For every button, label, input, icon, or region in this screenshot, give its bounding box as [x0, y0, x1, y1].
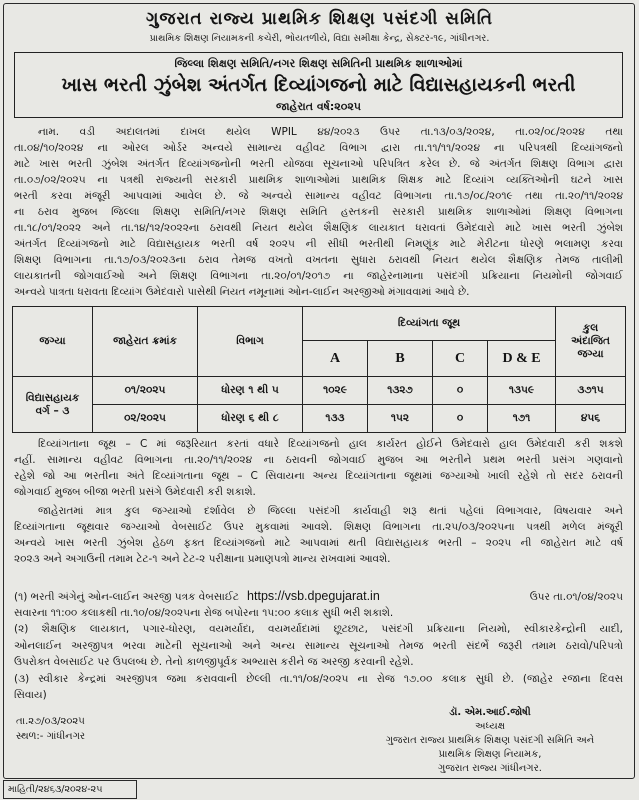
total-cell: ૪૫૬ — [556, 405, 626, 433]
intro-line: અંતર્ગત દિવ્યાંગજનો માટે વિદ્યાસહાયક ભરતી વર્ષ ૨૦૨૫ ની સીધી ભરતીથી નિમણૂંક માટે મેરીટના ધોરણે ભલામણ કરવા — [14, 238, 623, 250]
posts-note — [14, 503, 623, 569]
note-line: જોગવાઈ મુજબ બીજા ભરતી પ્રસંગે ઉમેદવારી કરી શકાશે. — [14, 486, 256, 498]
group-de-cell: ૧૭૧ — [488, 405, 556, 433]
post-name-cell — [13, 377, 93, 433]
adv-no-cell: ૦૨/૨૦૨૫ — [93, 405, 198, 433]
intro-line: અન્વયે પાત્રતા ધરાવતા દિવ્યાંગ ઉમેદવારો પાસેથી નિયત નમૂનામાં ઓન-લાઈન અરજીઓ મંગાવવામાં આવે છે. — [14, 286, 470, 298]
group-a-cell: ૧૦૨૯ — [303, 377, 368, 405]
post-name-line: વર્ગ – ૩ — [35, 404, 70, 417]
table-row — [13, 377, 626, 405]
organization-name: ગુજરાત રાજ્ય પ્રાથમિક શિક્ષણ પસંદગી સમિતિ — [145, 9, 494, 29]
title-subtitle: જિલ્લા શિક્ષણ સમિતિ/નગર શિક્ષણ સમિતિની પ્રાથમિક શાળાઓમાં — [174, 57, 463, 70]
title-box — [14, 52, 623, 118]
notice-title: ખાસ ભરતી ઝુંબેશ અંતર્ગત દિવ્યાંગજનો માટે વિદ્યાસહાયકની ભરતી — [61, 74, 576, 96]
intro-line: નામ. વડી અદાલતમાં દાખલ થયેલ WPIL ૪૪/૨૦૨૩ ઉપર તા.૧૩/૦૩/૨૦૨૪, તા.૦૨/૦૮/૨૦૨૪ તથા — [38, 126, 623, 138]
intro-line: ના ઠરાવ મુજબ જિલ્લા શિક્ષણ સમિતિ/નગર શિક્ષણ સમિતિ હસ્તકની સરકારી પ્રાથમિક શાળાઓમાં શિક્ષણ વિભાગના — [14, 206, 623, 218]
signatory-line: ગુજરાત રાજ્ય પ્રાથમિક શિક્ષણ પસંદગી સમિતિ અને — [385, 735, 595, 746]
note-line: દિવ્યાંગતાના જૂથવાર જગ્યાઓ વેબસાઈટ ઉપર મુકવામાં આવશે. શિક્ષણ વિભાગના તા.૨૫/૦૩/૨૦૨૫ના પત્રથી મળેલ મંજૂરી — [14, 521, 623, 533]
header-group-de: D & E — [488, 341, 556, 377]
group-de-cell: ૧૩૫૯ — [488, 377, 556, 405]
note-line: અન્વયે ખાસ ભરતી ઝુંબેશ હેઠળ ફક્ત દિવ્યાંગજનો માટે આપવામાં થતી વિદ્યાસહાયક ભરતી – ૨૦૨૫ ની જાહેરાત માટે વર્ષ — [14, 537, 623, 549]
header-group-c: C — [433, 341, 488, 377]
section-cell: ધોરણ ૧ થી ૫ — [198, 377, 303, 405]
header-adv-no: જાહેરાત ક્રમાંક — [93, 307, 198, 377]
header-total — [556, 307, 626, 377]
instruction-item-3: (૩) સ્વીકાર કેન્દ્રમાં અરજીપત્ર જમા કરાવવાની છેલ્લી તા.૧૧/૦૪/૨૦૨૫ ના રોજ ૧૭.૦૦ કલાક સુધી છે. (જાહેર રજાના દિવસ — [14, 672, 623, 685]
header-group-b: B — [368, 341, 433, 377]
signatory-line: પ્રાથમિક શિક્ષણ નિયામક, — [438, 749, 542, 760]
note-line: રહેશે જો આ ભરતીના અંતે દિવ્યાંગતાના જૂથ – C સિવાયના અન્ય દિવ્યાંગતાના જૂથમાં જગ્યાઓ ખાલી રહેશે તો સદર ઠરાવની — [14, 470, 623, 482]
instruction-text: (૧) ભરતી અંગેનું ઓન-લાઈન અરજી પત્રક વેબસાઈટ — [14, 591, 240, 603]
group-c-cell: ૦ — [433, 405, 488, 433]
signatory-block — [352, 706, 628, 777]
group-b-cell: ૧૫૨ — [368, 405, 433, 433]
note-line: ૨૦૨૩ અને અગાઉની તમામ ટેટ-૧ અને ટેટ-૨ પરીક્ષાના પ્રમાણપત્રો માન્ય રાખવામાં આવશે. — [14, 553, 391, 565]
website-url: https://vsb.dpegujarat.in — [247, 589, 380, 603]
total-cell: ૩૭૧૫ — [556, 377, 626, 405]
advertisement-year: જાહેરાત વર્ષ:૨૦૨૫ — [275, 100, 362, 113]
header-disability-group: દિવ્યાંગતા જૂથ — [303, 307, 556, 341]
signatory-line: ગુજરાત રાજ્ય ગાંધીનગર. — [438, 763, 542, 774]
notice-place: સ્થળ:- ગાંધીનગર — [16, 731, 86, 742]
instruction-item-1 — [14, 588, 623, 605]
vacancy-table — [12, 306, 626, 433]
signatory-name: ડૉ. એમ.આઈ.જોષી — [449, 707, 531, 718]
note-line: જાહેરાતમાં માત્ર કુલ જગ્યાઓ દર્શાવેલ છે જિલ્લા પસંદગી કાર્યવાહી શરૂ થતાં પહેલાં વિભાગવાર, વિષયવાર અને — [38, 505, 623, 517]
group-c-cell: ૦ — [433, 377, 488, 405]
group-c-note — [14, 436, 623, 502]
intro-line: તા.૦૪/૧૦/૨૦૨૪ ના ઓરલ ઓર્ડર અન્વયે સામાન્ય વહીવટ વિભાગ દ્વારા તા.૧૧/૧૧/૨૦૨૪ ના પરિપત્રથી દિવ્યાંગજનો — [14, 142, 623, 154]
header-total-line: જગ્યા — [577, 348, 604, 360]
group-a-cell: ૧૩૩ — [303, 405, 368, 433]
header-section: વિભાગ — [198, 307, 303, 377]
instruction-item-2: (૨) શૈક્ષણિક લાયકાત, પગાર-ધોરણ, વયમર્યાદા, વયમર્યાદામાં છૂટછાટ, પસંદગી પ્રક્રિયાના નિયમો, સ્વીકારકેન્દ્રોની યાદી, — [14, 623, 623, 635]
notice-date: તા.૨૭/૦૩/૨૦૨૫ — [16, 716, 85, 727]
instructions-list — [14, 588, 623, 704]
organization-address: પ્રાથમિક શિક્ષણ નિયામકની કચેરી, ભોયતળીયે, વિદ્યા સમીક્ષા કેન્દ્ર, સેક્ટર-૧૯, ગાંધીનગર. — [149, 33, 490, 44]
intro-line: ભરતી કરવા મંજૂરી આપવામાં આવેલ છે. જે અન્વયે સામાન્ય વહીવટ વિભાગના તા.૧૭/૦૮/૨૦૧૯ તથા તા.૨૦/૧૧/૨૦૨૪ — [14, 190, 623, 202]
table-row — [13, 405, 626, 433]
instruction-line: સિવાય) — [14, 689, 47, 701]
adv-no-cell: ૦૧/૨૦૨૫ — [93, 377, 198, 405]
post-name-line: વિદ્યાસહાયક — [25, 391, 80, 404]
note-line: દિવ્યાંગતાના જૂથ – C માં જરૂરિયાત કરતાં વધારે દિવ્યાંગજનો હાલ કાર્યરત હોઈને ઉમેદવારો હાલ ઉમેદવારી કરી શકશે — [38, 438, 623, 450]
group-b-cell: ૧૩૨૭ — [368, 377, 433, 405]
intro-paragraph — [14, 124, 623, 302]
signatory-designation: અધ્યક્ષ — [475, 721, 505, 732]
intro-line: તા.૧૮/૦૧/૨૦૨૨ અને તા.૧૪/૧૨/૨૦૨૨ના ઠરાવથી નિયત થયેલ શૈક્ષણિક લાયકાત ધરાવતાં ઉમેદવારો માટે ખાસ ભરતી ઝુંબેશ — [14, 222, 623, 234]
instruction-text: ઉપર તા.૦૧/૦૪/૨૦૨૫ — [529, 591, 623, 603]
section-cell: ધોરણ ૬ થી ૮ — [198, 405, 303, 433]
intro-line: લાયકાતની જોગવાઈઓ અને શિક્ષણ વિભાગના તા.૨૦/૦૧/૨૦૧૭ ના જાહેરનામાના પસંદગી પ્રક્રિયાના નિયમોની જોગવાઈ — [14, 270, 623, 282]
information-number: માહિતી/૨૪૬૩/૨૦૨૪-૨૫ — [3, 780, 137, 799]
date-place — [16, 714, 236, 746]
header-total-line: કુલ — [582, 322, 599, 334]
intro-line: માટે ખાસ ભરતી ઝુંબેશ અંતર્ગત દિવ્યાંગજનોની ભરતી યોજવા સૂચનાઓ પરિપત્રિત કરેલ છે. જે અંતર્ગત શિક્ષણ વિભાગ દ્વારા — [14, 158, 623, 170]
instruction-line: સવારના ૧૧:૦૦ કલાકથી તા.૧૦/૦૪/૨૦૨૫ના રોજ બપોરના ૧૫:૦૦ કલાક સુધી ભરી શકાશે. — [14, 606, 394, 619]
instruction-line: ઉપરોક્ત વેબસાઈટ પર ઉપલબ્ધ છે. તેનો કાળજીપૂર્વક અભ્યાસ કરીને જ અરજી કરવાની રહેશે. — [14, 656, 414, 668]
header-total-line: અંદાજિત — [571, 335, 610, 347]
instruction-line: ઓનલાઈન અરજીપત્ર ભરવા માટેની સૂચનાઓ અને અન્ય સામાન્ય સૂચનાઓ તેમજ ભરતી સંદર્ભે જરૂરી તમામ ઠરાવો/પરિપત્રો — [14, 639, 623, 652]
intro-line: શિક્ષણ વિભાગના તા.૧૭/૦૩/૨૦૨૩ના ઠરાવ તેમજ વખતો વખતના સુધારા ઠરાવથી નિયત થયેલ શૈક્ષણિક તેમજ તાલીમી — [14, 254, 623, 266]
note-line: નહીં. સામાન્ય વહીવટ વિભાગના તા.૨૦/૧૧/૨૦૨૪ ના ઠરાવની જોગવાઈ મુજબ આ ભરતીને પ્રથમ ભરતી પ્રસંગ ગણવાનો — [14, 454, 623, 466]
header-group-a: A — [303, 341, 368, 377]
header-post: જગ્યા — [13, 307, 93, 377]
intro-line: તા.૦૭/૦૨/૨૦૨૫ ના પત્રથી રાજ્યની સરકારી પ્રાથમિક શાળાઓમાં પ્રાથમિક શિક્ષક માટે દિવ્યાંગ વ્યક્તિઓની ઘટને ખાસ — [14, 174, 623, 186]
